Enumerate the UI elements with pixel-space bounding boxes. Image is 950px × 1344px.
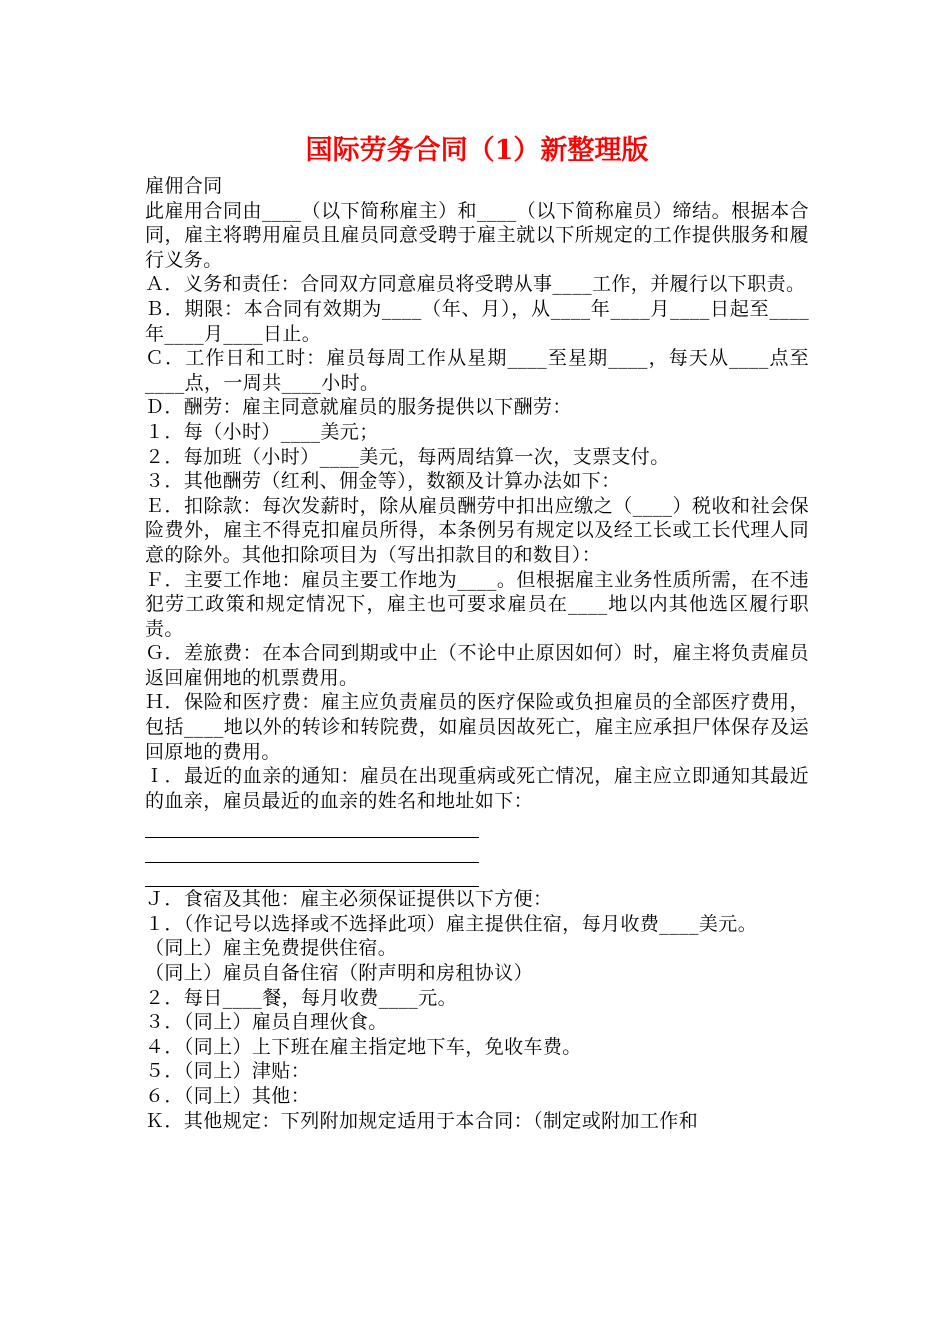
clause-g-travel: Ｇ．差旅费：在本合同到期或中止（不论中止原因如何）时，雇主将负责雇员返回雇佣地的机票费用。 <box>145 642 809 689</box>
clause-d-item-1: １．每（小时）____美元； <box>145 420 379 443</box>
clause-i-next-of-kin: Ｉ．最近的血亲的通知：雇员在出现重病或死亡情况，雇主应立即通知其最近的血亲，雇员最近的血亲的姓名和地址如下： <box>145 765 809 812</box>
blank-line <box>145 813 479 838</box>
document-body <box>145 174 809 1133</box>
clause-j-item-1c: （同上）雇员自备住宿（附声明和房租协议） <box>145 962 534 984</box>
clause-j-item-1b: （同上）雇主免费提供住宿。 <box>145 937 398 960</box>
preamble-paragraph: 此雇用合同由____（以下简称雇主）和____（以下简称雇员）缔结。根据本合同，雇主将聘用雇员且雇员同意受聘于雇主就以下所规定的工作提供服务和履行义务。 <box>145 199 809 271</box>
clause-j-item-6: ６．（同上）其他： <box>145 1084 311 1107</box>
contract-heading: 雇佣合同 <box>145 175 223 197</box>
clause-f-workplace: Ｆ．主要工作地：雇员主要工作地为____。但根据雇主业务性质所需，在不违犯劳工政策和规定情况下，雇主也可要求雇员在____地以内其他选区履行职责。 <box>145 568 809 640</box>
clause-e-deductions: Ｅ．扣除款：每次发薪时，除从雇员酬劳中扣出应缴之（____）税收和社会保险费外，雇主不得克扣雇员所得，本条例另有规定以及经工长或工长代理人同意的除外。其他扣除项目为（写出扣款目的和数目）： <box>145 494 809 566</box>
clause-j-item-3: ３．（同上）雇员自理伙食。 <box>145 1011 388 1034</box>
clause-j-item-2: ２．每日____餐，每月收费____元。 <box>145 986 458 1009</box>
clause-j-board: Ｊ．食宿及其他：雇主必须保证提供以下方便： <box>145 888 553 911</box>
clause-a-duties: Ａ．义务和责任：合同双方同意雇员将受聘从事____工作，并履行以下职责。 <box>145 273 806 296</box>
blank-line <box>145 838 479 863</box>
clause-b-term: Ｂ．期限：本合同有效期为____（年、月），从____年____月____日起至____年____月____日止。 <box>145 297 809 345</box>
clause-c-hours: Ｃ．工作日和工时：雇员每周工作从星期____至星期____，每天从____点至____点，一周共____小时。 <box>145 347 809 394</box>
document-page <box>145 128 809 1133</box>
next-of-kin-blank-lines <box>145 813 809 887</box>
clause-j-item-1: １．（作记号以选择或不选择此项）雇主提供住宿，每月收费____美元。 <box>145 912 758 935</box>
clause-j-item-4: ４．（同上）上下班在雇主指定地下车，免收车费。 <box>145 1035 582 1058</box>
document-title: 国际劳务合同（1）新整理版 <box>305 135 649 166</box>
clause-h-insurance: Ｈ．保险和医疗费：雇主应负责雇员的医疗保险或负担雇员的全部医疗费用，包括____地以外的转诊和转院费，如雇员因故死亡，雇主应承担尸体保存及运回原地的费用。 <box>145 691 809 763</box>
clause-d-item-3: ３．其他酬劳（红利、佣金等），数额及计算办法如下： <box>145 470 621 493</box>
clause-k-other: Ｋ．其他规定：下列附加规定适用于本合同：（制定或附加工作和 <box>145 1109 699 1132</box>
clause-d-item-2: ２．每加班（小时）____美元，每两周结算一次，支票支付。 <box>145 445 670 468</box>
clause-j-item-5: ５．（同上）津贴： <box>145 1060 311 1083</box>
clause-d-pay: Ｄ．酬劳：雇主同意就雇员的服务提供以下酬劳： <box>145 396 572 419</box>
blank-line <box>145 863 479 888</box>
